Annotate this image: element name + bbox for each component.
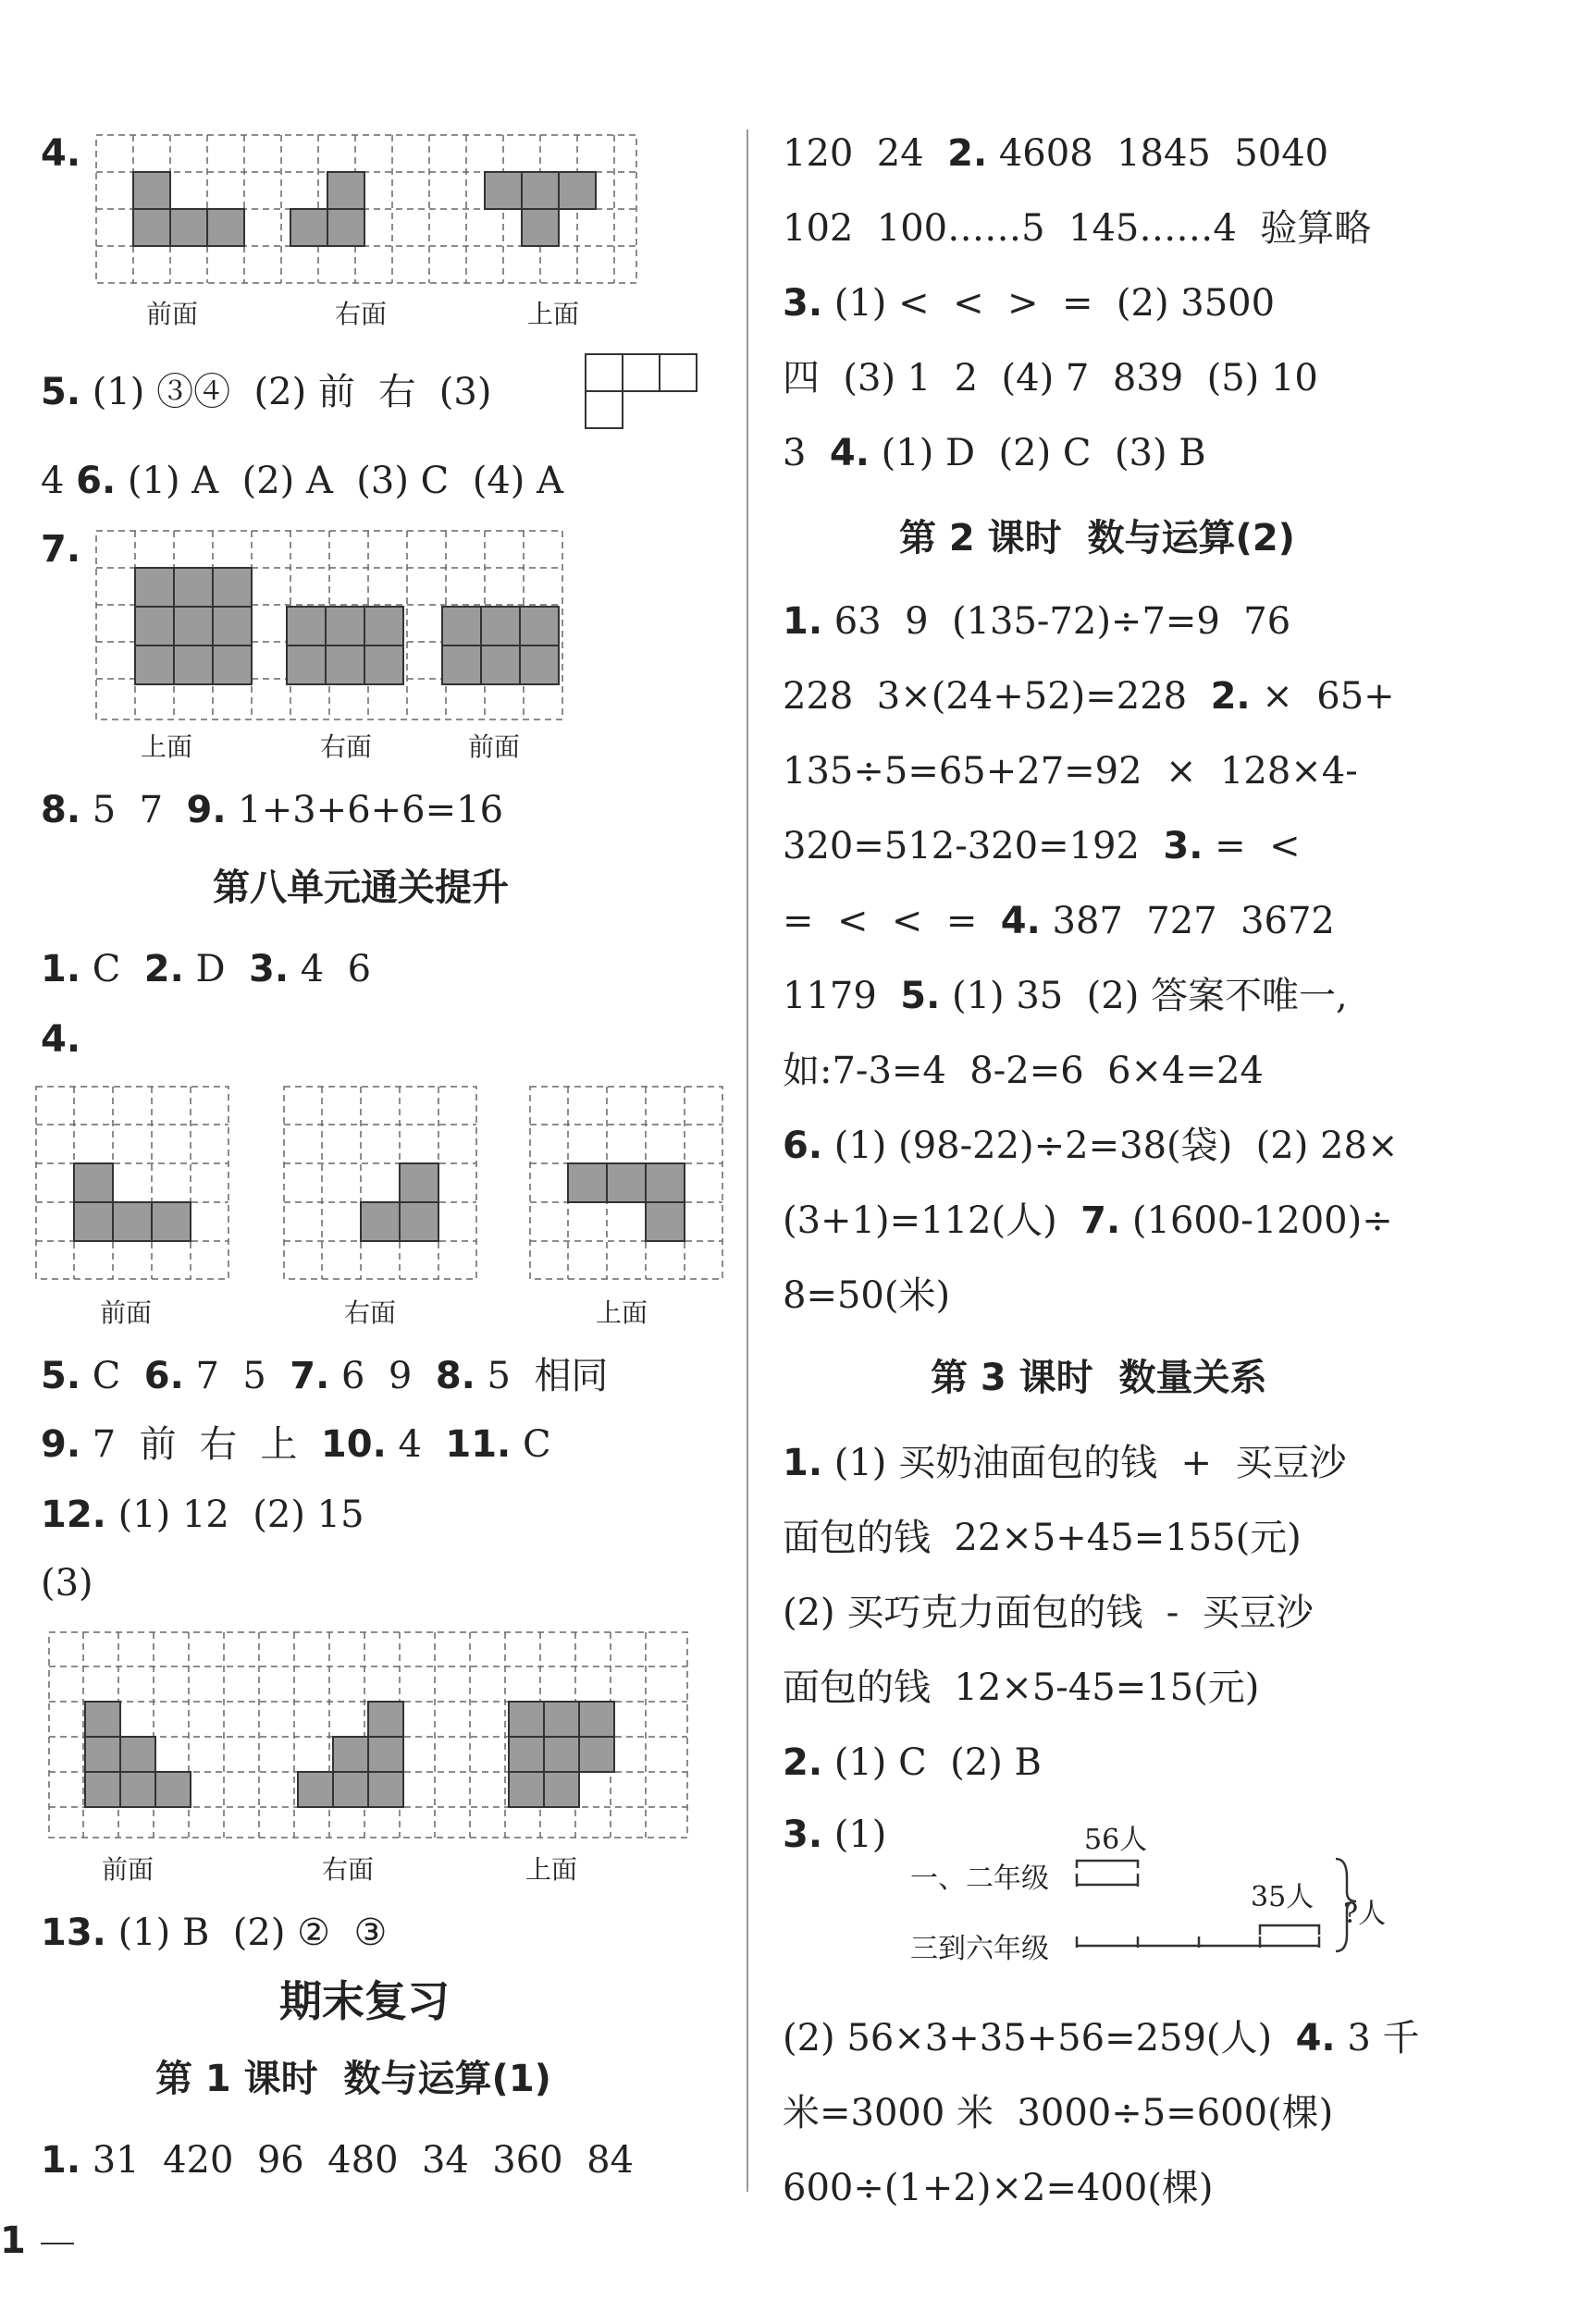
l1-q1-number: 1.	[41, 2139, 81, 2182]
l1-q1-text: 31 420 96 480 34 360 84	[80, 2139, 634, 2182]
q6-lead: 4	[41, 460, 77, 502]
label-56: 56人	[1084, 1824, 1148, 1856]
l3-q3-text: (1)	[822, 1814, 887, 1856]
u8-q2-number: 2.	[143, 948, 184, 990]
answer-text: 1179	[783, 975, 901, 1017]
q4-caption-top: 上面	[527, 299, 580, 329]
u8-q4-caption-top: 上面	[596, 1297, 648, 1328]
question-number: 2.	[947, 132, 988, 175]
u8-q9-line	[41, 1422, 551, 1467]
q5-number: 5.	[41, 371, 81, 413]
answer-line	[783, 2166, 1214, 2210]
q9-text: 1+3+6+6=16	[226, 789, 504, 831]
lesson1-title: 第 1 课时 数与运算(1)	[155, 2058, 551, 2100]
answer-line	[783, 206, 1371, 251]
u8-q12-caption-right: 右面	[322, 1854, 375, 1885]
unit8-title: 第八单元通关提升	[213, 867, 509, 909]
answer-text: = <	[1203, 825, 1301, 867]
answer-text: 米=3000 米 3000÷5=600(棵)	[783, 2092, 1334, 2134]
u8-q13-number: 13.	[41, 1912, 106, 1954]
question-number: 5.	[900, 975, 941, 1017]
answer-text: 135÷5=65+27=92 × 128×4-	[783, 750, 1358, 793]
answer-line	[783, 899, 1335, 943]
lesson2-title: 第 2 课时 数与运算(2)	[899, 517, 1295, 559]
answer-text: × 65+	[1250, 675, 1395, 718]
q5-line	[41, 370, 491, 414]
u8-q12-views-figure	[48, 1631, 690, 1840]
q4-caption-right: 右面	[335, 299, 388, 329]
u8-q1-text: C	[80, 948, 144, 990]
answer-line	[783, 1273, 950, 1318]
q4-caption-front: 前面	[146, 299, 199, 329]
question-number: 4.	[829, 432, 870, 474]
q8-text: 5 7	[80, 789, 187, 831]
final-review-title: 期末复习	[279, 1976, 450, 2026]
q4-number: 4.	[41, 132, 81, 175]
answer-text: = < < =	[783, 900, 1001, 942]
answer-line	[783, 1740, 1042, 1785]
question-number: 1.	[783, 600, 823, 643]
answer-line	[783, 356, 1318, 400]
u8-q9-text: 7 前 右 上	[80, 1423, 321, 1466]
question-number: 3.	[783, 282, 823, 325]
u8-q11-text: C	[511, 1423, 551, 1466]
u8-q9-number: 9.	[41, 1423, 81, 1466]
answer-text: 3 千	[1335, 2017, 1420, 2060]
u8-q10-number: 10.	[320, 1423, 387, 1466]
answer-text: 120 24	[783, 132, 948, 175]
u8-q1-number: 1.	[41, 948, 81, 990]
label-35: 35人	[1251, 1881, 1315, 1913]
answer-line	[783, 1049, 1264, 1093]
u8-q5-number: 5.	[41, 1355, 81, 1397]
answer-line	[783, 599, 1290, 644]
question-number: 4.	[1000, 900, 1041, 942]
q7-caption-top: 上面	[141, 732, 193, 762]
answer-text: 面包的钱 22×5+45=155(元)	[783, 1517, 1302, 1559]
answer-line	[783, 281, 1275, 326]
answer-text: (1) D (2) C (3) B	[869, 432, 1206, 474]
u8-q4-figure-top	[529, 1086, 725, 1282]
column-divider	[747, 129, 748, 2192]
answer-text: 63 9 (135-72)÷7=9 76	[822, 600, 1291, 643]
answer-text: (1) < < > = (2) 3500	[822, 282, 1276, 325]
answer-line	[783, 2091, 1333, 2135]
question-number: 1.	[783, 1442, 823, 1484]
answer-text: (2) 买巧克力面包的钱 - 买豆沙	[783, 1592, 1314, 1634]
u8-q12-caption-top: 上面	[525, 1854, 578, 1885]
answer-line	[783, 1591, 1314, 1635]
u8-q10-text: 4	[386, 1423, 446, 1466]
answer-line	[783, 1199, 1393, 1243]
question-number: 7.	[1080, 1199, 1121, 1242]
u8-q7-number: 7.	[290, 1355, 330, 1397]
answer-line	[783, 1666, 1259, 1710]
answer-text: 四 (3) 1 2 (4) 7 839 (5) 10	[783, 357, 1318, 400]
question-number: 4.	[1295, 2017, 1336, 2060]
u8-q4-number: 4.	[41, 1018, 81, 1061]
answer-line	[783, 674, 1395, 719]
q7-views-figure	[96, 531, 564, 721]
answer-text: (1) 买奶油面包的钱 + 买豆沙	[822, 1442, 1347, 1484]
l3-q3-line	[783, 1813, 886, 1857]
answer-line	[783, 1124, 1398, 1168]
answer-line	[783, 1516, 1302, 1560]
q5-shape-figure	[585, 353, 701, 433]
answer-text: 4608 1845 5040	[987, 132, 1329, 175]
u8-q13-text: (1) B (2) ② ③	[105, 1912, 388, 1954]
answer-text: 如:7-3=4 8-2=6 6×4=24	[783, 1050, 1264, 1092]
l1-q1-line	[41, 2138, 634, 2183]
answer-text: (1600-1200)÷	[1120, 1199, 1393, 1242]
answer-line	[783, 749, 1358, 793]
u8-q5-line	[41, 1354, 608, 1398]
u8-q6-text: 7 5	[183, 1355, 290, 1397]
u8-q7-text: 6 9	[329, 1355, 436, 1397]
page-number-dash	[41, 2243, 74, 2244]
row1-label: 一、二年级	[910, 1863, 1049, 1895]
q6-text: (1) A (2) A (3) C (4) A	[127, 460, 563, 502]
u8-q13-line	[41, 1911, 387, 1955]
question-number: 2.	[783, 1741, 823, 1784]
answer-text: 8=50(米)	[783, 1274, 951, 1317]
q6-number: 6.	[76, 460, 117, 502]
q9-number: 9.	[186, 789, 227, 831]
u8-q4-caption-front: 前面	[100, 1297, 153, 1328]
answer-text: 320=512-320=192	[783, 825, 1164, 867]
question-number: 6.	[783, 1125, 823, 1167]
answer-text: 600÷(1+2)×2=400(棵)	[783, 2167, 1214, 2209]
answer-text: 228 3×(24+52)=228	[783, 675, 1211, 718]
q7-caption-front: 前面	[468, 732, 521, 762]
u8-q1-line	[41, 947, 371, 991]
u8-q8-number: 8.	[435, 1355, 475, 1397]
answer-text: (3+1)=112(人)	[783, 1199, 1081, 1242]
answer-text: (1) 35 (2) 答案不唯一,	[940, 975, 1348, 1017]
answer-line	[783, 2016, 1420, 2060]
question-number: 3.	[1163, 825, 1204, 867]
answer-line	[783, 974, 1348, 1018]
u8-q4-caption-right: 右面	[344, 1297, 397, 1328]
answer-text: 387 727 3672	[1040, 900, 1335, 942]
page-number: 1	[0, 2219, 26, 2262]
row2-label: 三到六年级	[910, 1933, 1049, 1965]
u8-q3-text: 4 6	[289, 948, 372, 990]
q8-number: 8.	[41, 789, 81, 831]
answer-text: (1) (98-22)÷2=38(袋) (2) 28×	[822, 1125, 1399, 1167]
line-segment-diagram	[1073, 1850, 1360, 1951]
u8-q12-number: 12.	[41, 1494, 106, 1536]
u8-q12-caption-front: 前面	[102, 1854, 154, 1885]
answer-text: 面包的钱 12×5-45=15(元)	[783, 1666, 1260, 1709]
answer-line	[783, 1441, 1347, 1485]
question-number: 2.	[1210, 675, 1251, 718]
q7-caption-right: 右面	[320, 732, 373, 762]
u8-q4-figure-right	[283, 1086, 479, 1282]
l3-q3-number: 3.	[783, 1814, 823, 1856]
answer-text: 3	[783, 432, 830, 474]
u8-q12-text: (1) 12 (2) 15	[105, 1494, 364, 1536]
lesson3-title: 第 3 课时 数量关系	[931, 1357, 1267, 1399]
answer-line	[783, 131, 1328, 176]
answer-line	[783, 824, 1301, 868]
label-question: ?人	[1343, 1898, 1387, 1930]
q6-line	[41, 459, 563, 503]
q7-number: 7.	[41, 528, 81, 571]
answer-text: 102 100……5 145……4 验算略	[783, 207, 1372, 250]
u8-q8-text: 5 相同	[475, 1355, 609, 1397]
answer-text: (1) C (2) B	[822, 1741, 1042, 1784]
u8-q2-text: D	[183, 948, 250, 990]
q5-text: (1) ③④ (2) 前 右 (3)	[92, 371, 492, 413]
answer-line	[783, 431, 1206, 475]
u8-q4-figure-front	[35, 1086, 231, 1282]
q8-line	[41, 788, 503, 832]
answer-text: (2) 56×3+35+56=259(人)	[783, 2017, 1296, 2060]
u8-q12-part3: (3)	[41, 1562, 93, 1605]
u8-q3-number: 3.	[249, 948, 290, 990]
q4-views-figure	[96, 135, 638, 285]
u8-q11-number: 11.	[445, 1423, 512, 1466]
u8-q12-line	[41, 1493, 364, 1537]
u8-q6-number: 6.	[143, 1355, 184, 1397]
u8-q5-text: C	[80, 1355, 144, 1397]
